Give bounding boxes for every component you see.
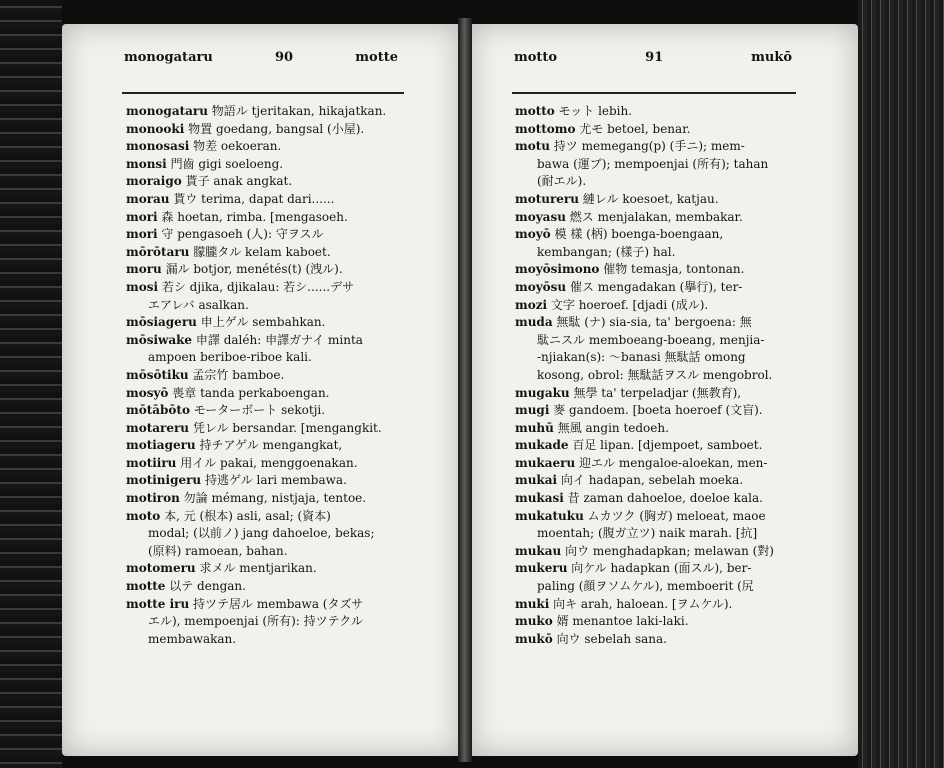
left-guide-word-first: monogataru xyxy=(124,50,213,65)
entry-headword: mukade xyxy=(515,438,569,453)
entry-definition: 持チアゲル mengangkat, xyxy=(195,438,343,453)
entry-headword: moyōsimono xyxy=(515,262,600,277)
dictionary-entry xyxy=(126,244,406,262)
entry-continuation-line xyxy=(126,297,406,315)
entry-definition: 物置 goedang, bangsal (小屋). xyxy=(184,121,365,136)
dictionary-entry xyxy=(126,226,406,244)
entry-definition: 物差 oekoeran. xyxy=(189,139,282,154)
dictionary-entry xyxy=(126,508,406,526)
entry-headword: monogataru xyxy=(126,104,208,118)
entry-headword: mukai xyxy=(515,473,558,488)
entry-headword: mukeru xyxy=(515,561,568,576)
entry-headword: mukau xyxy=(515,543,562,558)
entry-definition: 向キ arah, haloean. [ヲムケル). xyxy=(549,596,733,611)
dictionary-entry xyxy=(126,121,406,139)
entry-continuation-line xyxy=(515,367,797,385)
entry-headword: motareru xyxy=(126,420,190,435)
dictionary-entry xyxy=(515,490,797,508)
entry-definition: moentah; (腹ガ立ツ) naik marah. [抗] xyxy=(537,526,758,541)
dictionary-entry xyxy=(515,226,797,244)
dictionary-entry xyxy=(515,596,797,614)
entry-headword: moraigo xyxy=(126,174,182,189)
entry-headword: mosyō xyxy=(126,385,169,400)
entry-headword: moyō xyxy=(515,227,551,242)
book-edge-left xyxy=(0,0,62,768)
entry-headword: mottomo xyxy=(515,121,576,136)
book-gutter xyxy=(458,18,472,762)
dictionary-entry xyxy=(515,279,797,297)
entry-definition: bawa (運ブ); mempoenjai (所有); tahan xyxy=(537,156,769,171)
entry-definition: 無駄 (ナ) sia-sia, ta' bergoena: 無 xyxy=(552,315,752,330)
entry-definition: ampoen beriboe-riboe kali. xyxy=(148,350,312,365)
entry-headword: mōrōtaru xyxy=(126,244,190,259)
entry-headword: mukaeru xyxy=(515,455,576,470)
entry-continuation-line xyxy=(126,631,406,649)
entry-continuation-line xyxy=(515,525,797,543)
entry-headword: motte iru xyxy=(126,596,190,611)
entry-continuation-line xyxy=(126,613,406,631)
entry-definition: 用イル pakai, menggoenakan. xyxy=(176,455,358,470)
entry-definition: -njiakan(s): ～banasi 無駄話 omong xyxy=(537,350,746,365)
entry-headword: mugaku xyxy=(515,385,570,400)
entry-headword: mukō xyxy=(515,631,553,646)
right-header-rule xyxy=(512,92,796,94)
dictionary-entry xyxy=(126,156,406,174)
entry-headword: monsi xyxy=(126,156,167,171)
entry-definition: 勿論 mémang, nistjaja, tentoe. xyxy=(179,491,367,506)
entry-headword: moyasu xyxy=(515,209,566,224)
dictionary-entry xyxy=(126,103,406,121)
entry-continuation-line xyxy=(515,173,797,191)
dictionary-entry xyxy=(126,472,406,490)
entry-definition: 以テ dengan. xyxy=(165,579,246,594)
entry-headword: mōsiageru xyxy=(126,315,197,330)
left-page-number: 90 xyxy=(274,50,294,65)
dictionary-entry xyxy=(126,367,406,385)
entry-definition: 燃ス menjalakan, membakar. xyxy=(565,209,743,224)
entry-continuation-line xyxy=(126,543,406,561)
entry-definition: 守 pengasoeh (人): 守ヲスル xyxy=(157,227,324,242)
entry-definition: 向ウ sebelah sana. xyxy=(552,631,667,646)
right-page-header xyxy=(514,50,792,70)
dictionary-entry xyxy=(126,490,406,508)
entry-definition: 朦朧タル kelam kaboet. xyxy=(189,244,331,259)
entry-headword: motiageru xyxy=(126,438,196,453)
dictionary-entry xyxy=(126,578,406,596)
entry-continuation-line xyxy=(515,244,797,262)
dictionary-entry xyxy=(515,121,797,139)
dictionary-entry xyxy=(515,209,797,227)
entry-definition: エアレバ asalkan. xyxy=(148,297,249,312)
entry-headword: muki xyxy=(515,596,550,611)
dictionary-entry xyxy=(515,138,797,156)
entry-continuation-line xyxy=(515,349,797,367)
entry-definition: 向ケル hadapkan (面スル), ber- xyxy=(567,561,752,576)
entry-definition: 漏ル botjor, menétés(t) (洩ル). xyxy=(161,262,343,277)
dictionary-entry xyxy=(126,560,406,578)
entry-headword: mori xyxy=(126,209,158,224)
dictionary-entry xyxy=(515,455,797,473)
entry-continuation-line xyxy=(515,156,797,174)
entry-definition: 尤モ betoel, benar. xyxy=(575,121,691,136)
dictionary-entry xyxy=(126,332,406,350)
entry-definition: 麥 gandoem. [boeta hoeroef (文盲). xyxy=(549,403,763,418)
entry-headword: muda xyxy=(515,315,553,330)
entry-headword: mōsiwake xyxy=(126,332,193,347)
entry-definition: 昔 zaman dahoeloe, doeloe kala. xyxy=(563,491,763,506)
entry-definition: kembangan; (樣子) hal. xyxy=(537,244,676,259)
entry-definition: 求メル mentjarikan. xyxy=(195,561,317,576)
entry-definition: 申譯 daléh: 申譯ガナイ minta xyxy=(192,332,363,347)
right-entries-column xyxy=(515,103,797,648)
dictionary-entry xyxy=(515,314,797,332)
entry-definition: 持逃ゲル lari membawa. xyxy=(201,473,347,488)
dictionary-entry xyxy=(126,420,406,438)
entry-definition: kosong, obrol: 無駄話ヲスル mengobrol. xyxy=(537,367,773,382)
entry-headword: mozi xyxy=(515,297,548,312)
dictionary-entry xyxy=(515,103,797,121)
entry-definition: paling (顔ヲソムケル), memboerit (尻 xyxy=(537,579,754,594)
dictionary-entry xyxy=(515,420,797,438)
entry-definition: 催ス mengadakan (擧行), ter- xyxy=(566,279,743,294)
left-header-rule xyxy=(122,92,404,94)
entry-continuation-line xyxy=(515,578,797,596)
dictionary-entry xyxy=(515,437,797,455)
dictionary-entry xyxy=(126,455,406,473)
entry-definition: モーターボート sekotji. xyxy=(189,403,326,418)
entry-headword: motte xyxy=(126,579,166,594)
entry-definition: 文字 hoeroef. [djadi (成ル). xyxy=(547,297,709,312)
entry-definition: 喪章 tanda perkaboengan. xyxy=(168,385,330,400)
entry-definition: 持ツ memegang(p) (手ニ); mem- xyxy=(549,139,745,154)
dictionary-entry xyxy=(126,191,406,209)
entry-definition: 駄ニスル memboeang-boeang, menjia- xyxy=(537,332,765,347)
right-guide-word-last: mukō xyxy=(751,50,792,65)
dictionary-entry xyxy=(126,596,406,614)
entry-definition: membawakan. xyxy=(148,631,237,646)
entry-headword: motiron xyxy=(126,491,180,506)
entry-definition: 無學 ta' terpeladjar (無教育), xyxy=(569,385,742,400)
entry-definition: 縺レル koesoet, katjau. xyxy=(578,191,719,206)
dictionary-entry xyxy=(126,385,406,403)
entry-definition: 本, 元 (根本) asli, asal; (資本) xyxy=(160,508,331,523)
entry-continuation-line xyxy=(515,332,797,350)
left-guide-word-last: motte xyxy=(355,50,398,65)
entry-headword: mukatuku xyxy=(515,508,584,523)
entry-headword: muko xyxy=(515,614,553,629)
dictionary-entry xyxy=(515,508,797,526)
entry-headword: moyōsu xyxy=(515,279,567,294)
entry-definition: 持ツテ居ル membawa (タズサ xyxy=(189,596,364,611)
dictionary-entry xyxy=(126,279,406,297)
entry-definition: 森 hoetan, rimba. [mengasoeh. xyxy=(157,209,348,224)
dictionary-entry xyxy=(515,297,797,315)
entry-definition: 無風 angin tedoeh. xyxy=(553,420,669,435)
dictionary-entry xyxy=(126,209,406,227)
entry-headword: muhū xyxy=(515,420,554,435)
entry-definition: モット lebih. xyxy=(554,104,633,118)
entry-definition: 向ウ menghadapkan; melawan (對) xyxy=(561,543,774,558)
entry-definition: 申上ゲル sembahkan. xyxy=(196,315,326,330)
entry-continuation-line xyxy=(126,349,406,367)
entry-definition: 迎エル mengaloe-aloekan, men- xyxy=(575,455,768,470)
entry-definition: 模 樣 (柄) boenga-boengaan, xyxy=(550,227,724,242)
dictionary-entry xyxy=(515,631,797,649)
right-page-number: 91 xyxy=(645,50,664,65)
entry-definition: 催物 temasja, tontonan. xyxy=(599,262,745,277)
entry-definition: 貰子 anak angkat. xyxy=(181,174,293,189)
entry-headword: motu xyxy=(515,139,550,154)
dictionary-entry xyxy=(126,138,406,156)
dictionary-entry xyxy=(515,613,797,631)
dictionary-entry xyxy=(515,261,797,279)
entry-definition: 婿 menantoe laki-laki. xyxy=(552,614,689,629)
entry-definition: 孟宗竹 bamboe. xyxy=(188,367,285,382)
entry-definition: 門齒 gigi soeloeng. xyxy=(166,156,284,171)
entry-headword: moru xyxy=(126,262,162,277)
entry-definition: 若シ djika, djikalau: 若シ......デサ xyxy=(158,279,355,294)
right-guide-word-first: motto xyxy=(514,50,558,65)
entry-headword: mukasi xyxy=(515,491,564,506)
left-page-header xyxy=(124,50,398,70)
entry-definition: 物語ル tjeritakan, hikajatkan. xyxy=(207,104,387,118)
dictionary-entry xyxy=(126,402,406,420)
entry-definition: エル), mempoenjai (所有): 持ツテクル xyxy=(148,614,363,629)
dictionary-entry xyxy=(126,173,406,191)
entry-headword: mōtābōto xyxy=(126,403,190,418)
entry-headword: motureru xyxy=(515,191,579,206)
entry-definition: 向イ hadapan, sebelah moeka. xyxy=(557,473,744,488)
dictionary-entry xyxy=(515,472,797,490)
dictionary-entry xyxy=(515,402,797,420)
dictionary-entry xyxy=(126,437,406,455)
entry-headword: morau xyxy=(126,191,170,206)
entry-definition: 百足 lipan. [djempoet, samboet. xyxy=(568,438,763,453)
entry-definition: (耐エル). xyxy=(537,174,587,189)
dictionary-entry xyxy=(126,261,406,279)
dictionary-entry xyxy=(515,191,797,209)
left-entries-column xyxy=(126,103,406,648)
dictionary-entry xyxy=(515,385,797,403)
entry-headword: mosi xyxy=(126,279,159,294)
entry-headword: mōsōtiku xyxy=(126,367,189,382)
entry-definition: modal; (以前ノ) jang dahoeloe, bekas; xyxy=(148,526,375,541)
entry-continuation-line xyxy=(126,525,406,543)
entry-headword: motiiru xyxy=(126,455,177,470)
entry-headword: moto xyxy=(126,508,161,523)
entry-definition: ムカツク (胸ガ) meloeat, maoe xyxy=(583,508,766,523)
dictionary-entry xyxy=(126,314,406,332)
dictionary-entry xyxy=(515,560,797,578)
entry-headword: monosasi xyxy=(126,139,190,154)
entry-headword: mugi xyxy=(515,403,550,418)
entry-headword: monooki xyxy=(126,121,185,136)
entry-headword: mori xyxy=(126,227,158,242)
book-edge-right xyxy=(858,0,944,768)
entry-headword: motinigeru xyxy=(126,473,202,488)
dictionary-entry xyxy=(515,543,797,561)
entry-headword: motto xyxy=(515,104,555,118)
entry-definition: 貰ウ terima, dapat dari...... xyxy=(169,191,335,206)
entry-definition: (原料) ramoean, bahan. xyxy=(148,543,288,558)
entry-definition: 凭レル bersandar. [mengangkit. xyxy=(189,420,382,435)
entry-headword: motomeru xyxy=(126,561,196,576)
